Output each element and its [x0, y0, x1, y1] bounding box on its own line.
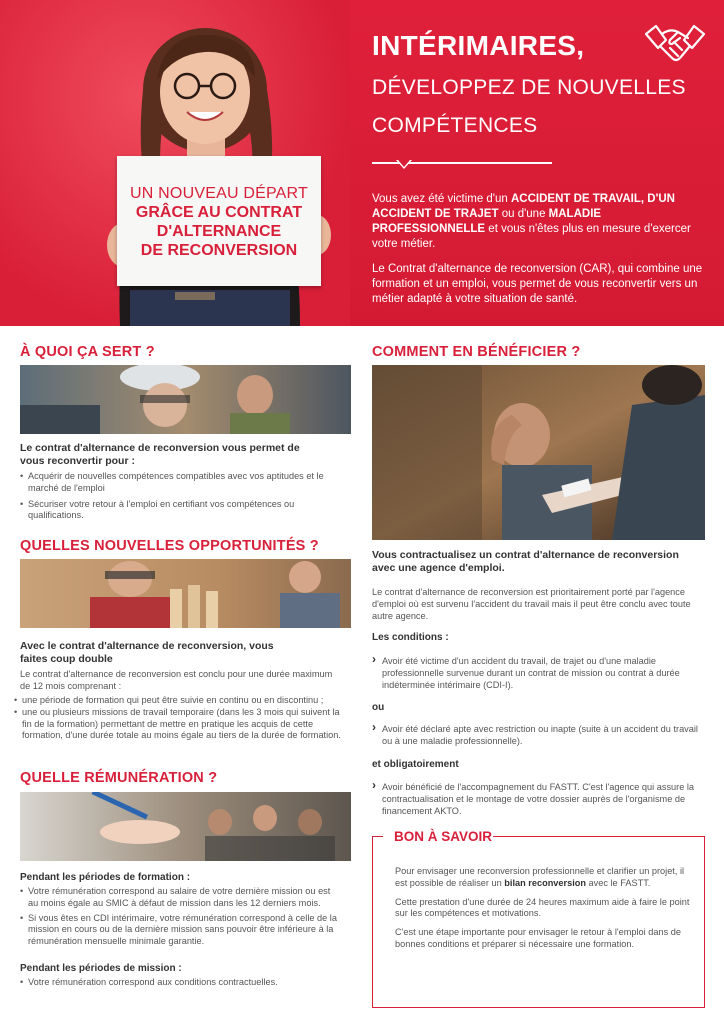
section-2-text: Le contrat d'alternance de reconversion est conclu pour une durée maximum de 12 mois comprenant : — [20, 669, 333, 691]
list-item: • Si vous êtes en CDI intérimaire, votre rémunération correspond à celle de la mission en cours ou de la dernière mission sans pouvoir être inférieure à la rémunération mensuelle minimale garantie. — [20, 913, 340, 948]
section-1-list — [20, 471, 340, 526]
hero-banner — [0, 0, 724, 326]
sign-line-1: UN NOUVEAU DÉPART — [130, 185, 308, 202]
intro-paragraph-2: Le Contrat d'alternance de reconversion (CAR), qui combine une formation et un emploi, vous permet de vous reconvertir vers un métier adapté à votre situation de santé. — [372, 263, 703, 305]
divider-notch-inner — [398, 160, 410, 167]
hero-intro — [372, 192, 707, 317]
conditions-heading: Les conditions : — [372, 632, 449, 643]
condition-item: › Avoir été déclaré apte avec restriction ou inapte (suite à un accident du travail ou à une maladie professionnelle). — [372, 724, 702, 748]
right-text: Le contrat d'alternance de reconversion est prioritairement porté par l'agence d'emploi où est survenu l'accident du travail mais il peut être conclu avec toute autre agence. — [372, 587, 691, 621]
training-photo-graphic — [20, 792, 351, 861]
condition-list-1 — [372, 656, 702, 695]
hero-title: INTÉRIMAIRES, — [372, 30, 585, 61]
section-title-a-quoi-ca-sert: À QUOI ÇA SERT ? — [20, 344, 155, 360]
hero-subtitle-line-1: DÉVELOPPEZ DE NOUVELLES — [372, 76, 686, 99]
section-2-list — [14, 695, 344, 742]
injury-photo — [372, 365, 705, 540]
intro-text: et vous n'êtes plus en mesure d'exercer votre métier. — [372, 223, 691, 250]
box-paragraph-1 — [395, 866, 691, 890]
condition-item: › Avoir été victime d'un accident du travail, de trajet ou d'une maladie professionnelle survenue durant un contrat de mission ou contrat à durée indéterminée intérimaire (CDI-I). — [372, 656, 702, 691]
good-to-know-text — [395, 866, 691, 958]
list-item: • Acquérir de nouvelles compétences compatibles avec vos aptitudes et le marché de l'emploi — [20, 471, 340, 495]
section-1-lead: Le contrat d'alternance de reconversion vous permet de vous reconvertir pour : — [20, 442, 300, 467]
box-paragraph-2: Cette prestation d'une durée de 24 heures maximum aide à faire le point sur les compétences et motivations. — [395, 896, 690, 919]
section-2-lead: Avec le contrat d'alternance de reconversion, vous faites coup double — [20, 640, 274, 665]
list-item: • une période de formation qui peut être suivie en continu ou en discontinu ; — [14, 695, 344, 707]
condition-list-2 — [372, 724, 702, 752]
handshake-icon — [644, 20, 706, 68]
condition-item: › Avoir bénéficié de l'accompagnement du FASTT. C'est l'agence qui assure la contractualisation et le montage de votre dossier auprès de l'organisme de financement AKTO. — [372, 782, 702, 817]
box-text: avec le FASTT. — [586, 877, 651, 888]
good-to-know-title: BON À SAVOIR — [394, 829, 493, 844]
section-3-list-mission — [20, 977, 340, 989]
list-item: • Sécuriser votre retour à l'emploi en certifiant vos compétences ou qualifications. — [20, 499, 340, 523]
list-item: • Votre rémunération correspond aux conditions contractuelles. — [20, 977, 340, 989]
box-paragraph-3: C'est une étape importante pour envisager le retour à l'emploi dans de bonnes conditions et préparer si nécessaire une formation. — [395, 927, 681, 949]
intro-highlight-accident: ACCIDENT DE TRAVAIL, D'UN ACCIDENT DE TRAJET — [372, 193, 675, 220]
injury-photo-graphic — [372, 365, 705, 540]
section-title-comment-beneficier: COMMENT EN BÉNÉFICIER ? — [372, 344, 581, 360]
sign-line-3: D'ALTERNANCE — [156, 223, 282, 240]
section-title-opportunites: QUELLES NOUVELLES OPPORTUNITÉS ? — [20, 538, 319, 554]
list-item: • Votre rémunération correspond au salaire de votre dernière mission ou est au moins égale au SMIC à défaut de mission dans les 12 derniers mois. — [20, 886, 340, 910]
workers-photo-graphic — [20, 365, 351, 434]
section-title-remuneration: QUELLE RÉMUNÉRATION ? — [20, 770, 218, 786]
section-3-list-formation — [20, 886, 340, 948]
sign-line-2: GRÂCE AU CONTRAT — [135, 204, 303, 221]
workshop-photo-graphic — [20, 559, 351, 628]
hero-subtitle-line-2: COMPÉTENCES — [372, 114, 538, 137]
intro-paragraph-1 — [372, 192, 707, 252]
intro-text: ou d'une — [498, 208, 549, 220]
box-highlight-bilan: bilan reconversion — [504, 877, 586, 888]
right-lead: Vous contractualisez un contrat d'alternance de reconversion avec une agence d'emploi. — [372, 549, 679, 574]
workshop-photo — [20, 559, 351, 628]
conditions-and: et obligatoirement — [372, 759, 459, 770]
conditions-or: ou — [372, 702, 385, 713]
training-photo — [20, 792, 351, 861]
list-item: • une ou plusieurs missions de travail temporaire (dans les 3 mois qui suivent la fin de la formation) permettant de mettre en pratique les acquis de cette formation, d'une durée totale au moins égale au tiers de la durée de formation. — [14, 707, 344, 742]
section-3-heading-mission: Pendant les périodes de mission : — [20, 963, 182, 974]
section-3-heading-formation: Pendant les périodes de formation : — [20, 872, 191, 883]
intro-highlight-maladie: MALADIE PROFESSIONNELLE — [372, 208, 602, 235]
sign-line-4: DE RECONVERSION — [140, 242, 298, 259]
box-text: Pour envisager une reconversion professionnelle et clarifier un projet, il est possible de réaliser un — [395, 866, 685, 888]
condition-list-3 — [372, 782, 702, 821]
intro-text: Vous avez été victime d'un — [372, 193, 511, 205]
hero-sign — [117, 156, 321, 286]
workers-photo — [20, 365, 351, 434]
